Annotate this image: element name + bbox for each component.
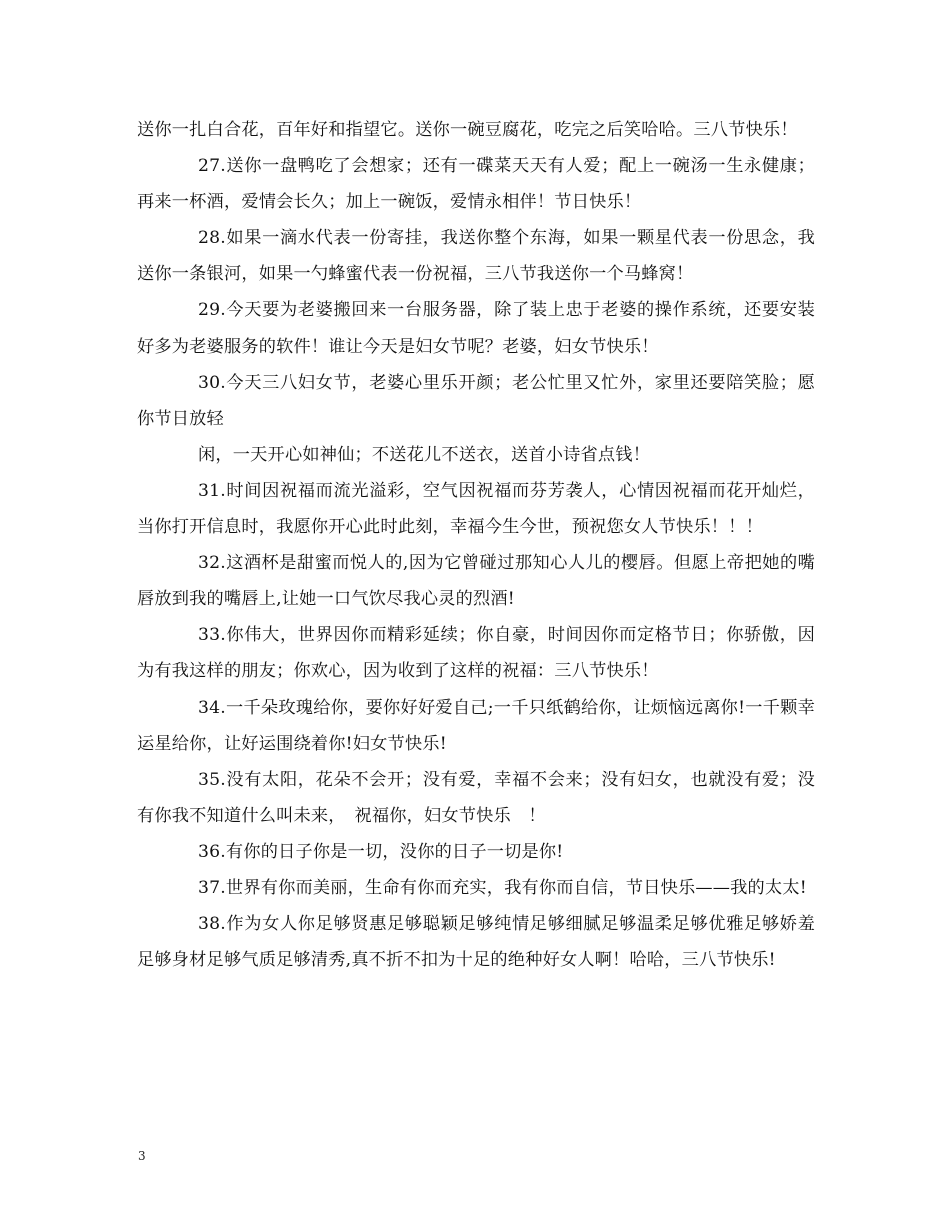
paragraph-32: 32.这酒杯是甜蜜而悦人的,因为它曾碰过那知心人儿的樱唇。但愿上帝把她的嘴唇放到我的嘴唇上,让她一口气饮尽我心灵的烈酒! [137, 553, 815, 610]
paragraph-37: 37.世界有你而美丽，生命有你而充实，我有你而自信，节日快乐——我的太太! [198, 877, 807, 898]
paragraph-27: 27.送你一盘鸭吃了会想家；还有一碟菜天天有人爱；配上一碗汤一生永健康；再来一杯酒，爱情会长久；加上一碗饭，爱情永相伴！节日快乐！ [137, 156, 815, 213]
paragraph-29: 29.今天要为老婆搬回来一台服务器，除了装上忠于老婆的操作系统，还要安装好多为老婆服务的软件！谁让今天是妇女节呢？老婆，妇女节快乐！ [137, 300, 815, 357]
paragraph-35: 35.没有太阳，花朵不会开；没有爱，幸福不会来；没有妇女，也就没有爱；没有你我不知道什么叫未来， 祝福你，妇女节快乐 ！ [137, 769, 815, 826]
paragraph-38: 38.作为女人你足够贤惠足够聪颖足够纯情足够细腻足够温柔足够优雅足够娇羞足够身材足够气质足够清秀,真不折不扣为十足的绝种好女人啊！哈哈，三八节快乐! [137, 914, 815, 971]
paragraph-30: 30.今天三八妇女节，老婆心里乐开颜；老公忙里又忙外，家里还要陪笑脸；愿你节日放轻 [137, 372, 815, 429]
paragraph-36: 36.有你的日子你是一切，没你的日子一切是你! [198, 841, 564, 862]
paragraph-28: 28.如果一滴水代表一份寄挂，我送你整个东海，如果一颗星代表一份思念，我送你一条银河，如果一勺蜂蜜代表一份祝福，三八节我送你一个马蜂窝！ [137, 228, 815, 285]
paragraph-31: 31.时间因祝福而流光溢彩，空气因祝福而芬芳袭人，心情因祝福而花开灿烂，当你打开信息时，我愿你开心此时此刻，幸福今生今世，预祝您女人节快乐！！！ [137, 480, 815, 538]
paragraph-30-continued: 闲，一天开心如神仙；不送花儿不送衣，送首小诗省点钱！ [198, 444, 651, 465]
document-body [137, 112, 815, 978]
paragraph-intro-continued: 送你一扎白合花，百年好和指望它。送你一碗豆腐花，吃完之后笑哈哈。三八节快乐！ [137, 120, 798, 140]
paragraph-34: 34.一千朵玫瑰给你，要你好好爱自己;一千只纸鹤给你，让烦恼远离你!一千颗幸运星给你，让好运围绕着你!妇女节快乐! [137, 697, 815, 754]
paragraph-33: 33.你伟大，世界因你而精彩延续；你自豪，时间因你而定格节日；你骄傲，因为有我这样的朋友；你欢心，因为收到了这样的祝福：三八节快乐！ [137, 625, 815, 682]
page-number: 3 [138, 1149, 146, 1163]
